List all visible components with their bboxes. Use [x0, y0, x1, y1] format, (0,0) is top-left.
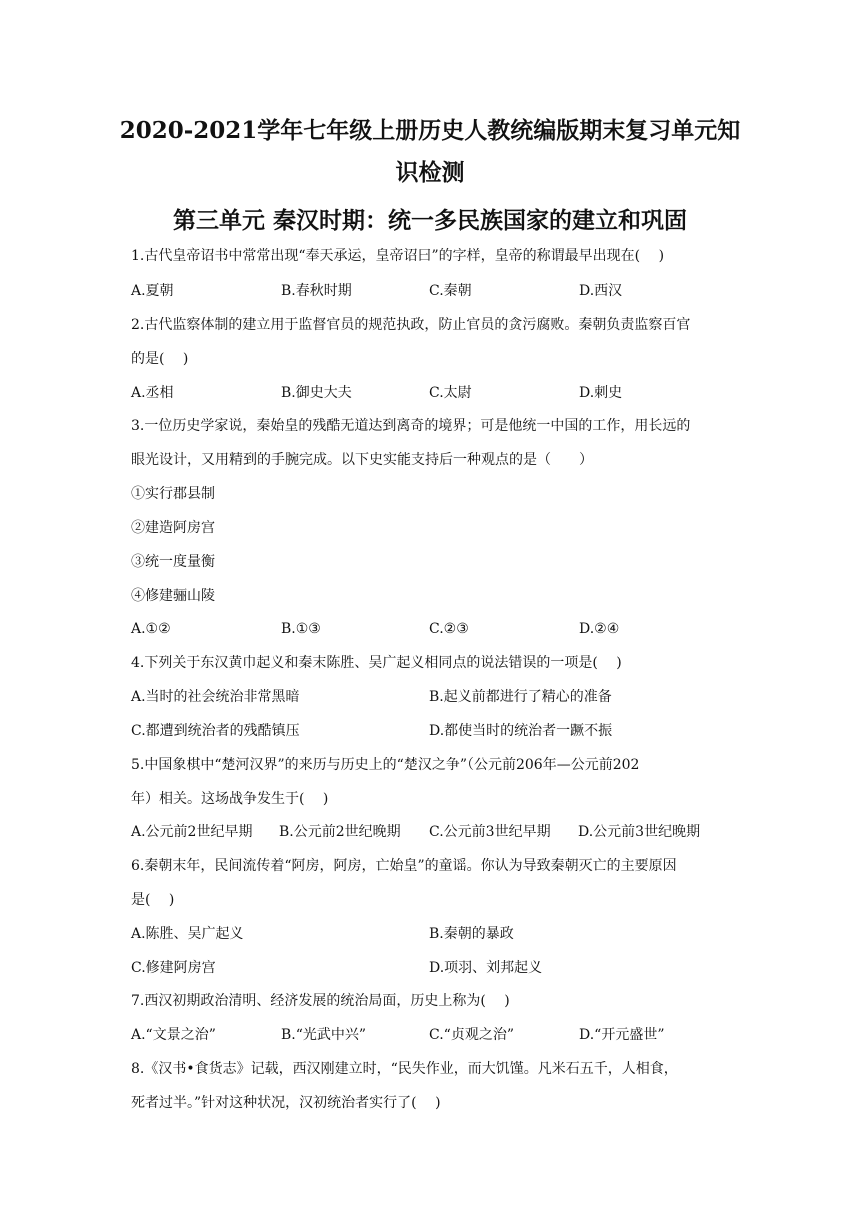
document-title-line-2: 识检测 [395, 159, 465, 186]
question-7-stem: 7.西汉初期政治清明、经济发展的统治局面，历史上称为( ) [131, 993, 510, 1009]
question-4-option-b[interactable]: B.起义前都进行了精心的准备 [429, 689, 612, 705]
question-1-option-b[interactable]: B.春秋时期 [281, 283, 352, 299]
question-7-option-c[interactable]: C.“贞观之治” [429, 1027, 514, 1043]
question-2-option-c[interactable]: C.太尉 [429, 385, 472, 401]
question-2-option-b[interactable]: B.御史大夫 [281, 385, 352, 401]
question-3-stem-line-1: 3.一位历史学家说，秦始皇的残酷无道达到离奇的境界；可是他统一中国的工作，用长远的 [131, 418, 691, 434]
question-6-stem-line-1: 6.秦朝末年，民间流传着“阿房，阿房，亡始皇”的童谣。你认为导致秦朝灭亡的主要原因 [131, 858, 677, 874]
unit-title: 第三单元 秦汉时期：统一多民族国家的建立和巩固 [172, 207, 687, 234]
question-6-option-c[interactable]: C.修建阿房宫 [131, 960, 216, 976]
question-3-item-1: ①实行郡县制 [131, 486, 215, 502]
question-2-stem-line-2: 的是( ) [131, 351, 189, 367]
question-3-item-3: ③统一度量衡 [131, 554, 215, 570]
question-7-option-d[interactable]: D.“开元盛世” [579, 1027, 665, 1043]
document-title-line-1: 2020-2021学年七年级上册历史人教统编版期末复习单元知 [119, 117, 741, 144]
question-5-option-a[interactable]: A.公元前2世纪早期 [131, 824, 253, 840]
question-7-option-a[interactable]: A.“文景之治” [131, 1027, 216, 1043]
question-5-stem-line-1: 5.中国象棋中“楚河汉界”的来历与历史上的“楚汉之争”（公元前206年—公元前202 [131, 757, 640, 773]
question-1-option-a[interactable]: A.夏朝 [131, 283, 174, 299]
question-4-option-d[interactable]: D.都使当时的统治者一蹶不振 [429, 723, 613, 739]
question-4-option-a[interactable]: A.当时的社会统治非常黑暗 [131, 689, 300, 705]
question-3-option-d[interactable]: D.②④ [579, 621, 620, 637]
question-5-option-b[interactable]: B.公元前2世纪晚期 [279, 824, 401, 840]
question-7-option-b[interactable]: B.“光武中兴” [281, 1027, 367, 1043]
question-1-stem: 1.古代皇帝诏书中常常出现“奉天承运，皇帝诏曰”的字样，皇帝的称谓最早出现在( ) [131, 248, 665, 264]
question-1-option-c[interactable]: C.秦朝 [429, 283, 472, 299]
question-5-option-c[interactable]: C.公元前3世纪早期 [429, 824, 551, 840]
question-4-stem: 4.下列关于东汉黄巾起义和秦末陈胜、吴广起义相同点的说法错误的一项是( ) [131, 655, 622, 671]
question-2-option-a[interactable]: A.丞相 [131, 385, 174, 401]
document-title [110, 110, 750, 194]
question-3-stem-line-2: 眼光设计，又用精到的手腕完成。以下史实能支持后一种观点的是（ ） [131, 452, 593, 468]
question-4-option-c[interactable]: C.都遭到统治者的残酷镇压 [131, 723, 300, 739]
question-6-stem-line-2: 是( ) [131, 892, 175, 908]
question-8-stem-line-1: 8.《汉书•食货志》记载，西汉刚建立时，“民失作业，而大饥馑。凡米石五千，人相食， [131, 1061, 678, 1077]
question-3-option-c[interactable]: C.②③ [429, 621, 469, 637]
question-5-option-d[interactable]: D.公元前3世纪晚期 [578, 824, 701, 840]
question-1-option-d[interactable]: D.西汉 [579, 283, 623, 299]
question-6-option-d[interactable]: D.项羽、刘邦起义 [429, 960, 543, 976]
question-6-option-a[interactable]: A.陈胜、吴广起义 [131, 926, 244, 942]
question-3-item-2: ②建造阿房宫 [131, 520, 215, 536]
question-8-stem-line-2: 死者过半。”针对这种状况，汉初统治者实行了( ) [131, 1095, 441, 1111]
question-6-option-b[interactable]: B.秦朝的暴政 [429, 926, 514, 942]
question-3-option-a[interactable]: A.①② [131, 621, 171, 637]
question-2-stem-line-1: 2.古代监察体制的建立用于监督官员的规范执政，防止官员的贪污腐败。秦朝负责监察百官 [131, 317, 691, 333]
question-5-stem-line-2: 年）相关。这场战争发生于( ) [131, 791, 329, 807]
question-3-item-4: ④修建骊山陵 [131, 588, 215, 604]
question-2-option-d[interactable]: D.刺史 [579, 385, 623, 401]
question-3-option-b[interactable]: B.①③ [281, 621, 321, 637]
